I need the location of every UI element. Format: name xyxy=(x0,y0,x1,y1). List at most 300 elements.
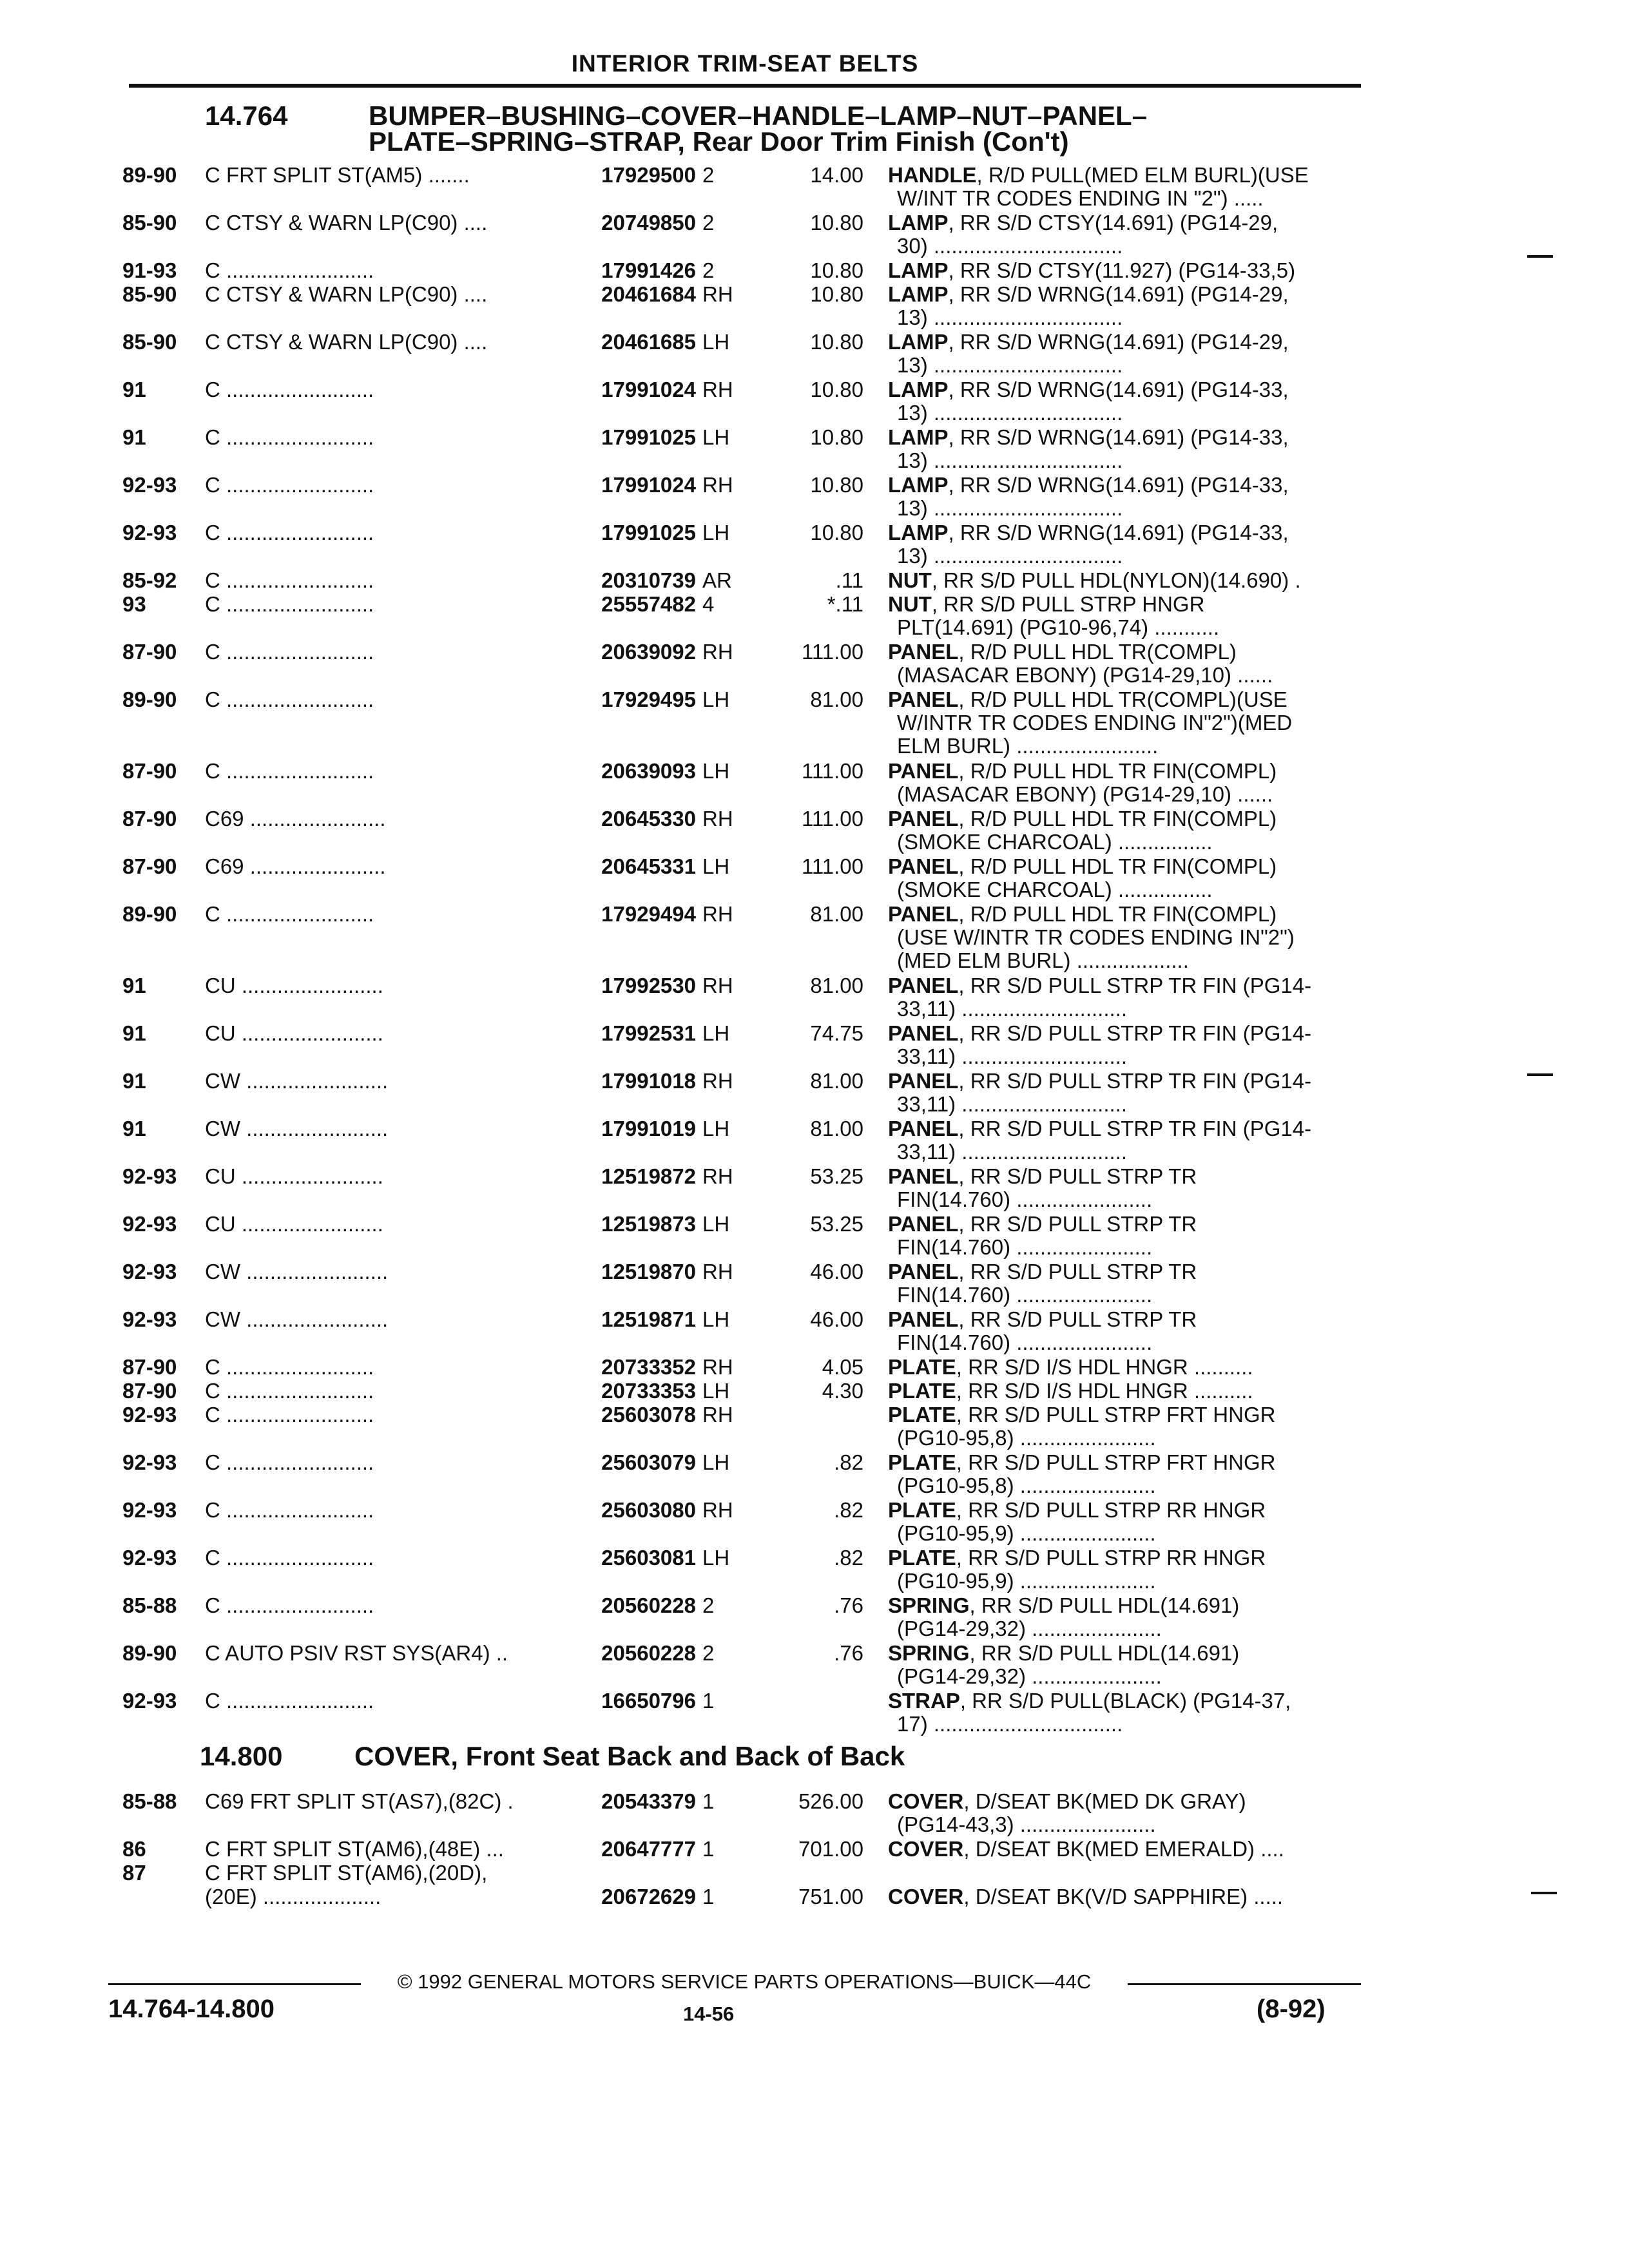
cell-model: C ......................... xyxy=(205,521,374,544)
cell-quantity: 1 xyxy=(702,1885,715,1908)
cell-description xyxy=(888,1022,1365,1068)
description-line xyxy=(888,1546,1365,1570)
cell-description xyxy=(888,760,1365,806)
cell-price: 53.25 xyxy=(810,1164,863,1188)
cell-part-number: 17929500 xyxy=(601,163,696,187)
cell-description xyxy=(888,1379,1365,1403)
description-keyword: SPRING xyxy=(888,1642,970,1665)
cell-part-number: 20672629 xyxy=(601,1885,696,1908)
description-text: , RR S/D PULL STRP TR xyxy=(958,1308,1197,1331)
cell-quantity: 2 xyxy=(702,1641,715,1665)
cell-description xyxy=(888,1213,1365,1259)
cell-model: C ......................... xyxy=(205,593,374,616)
description-text: (PG10-95,9) ....................... xyxy=(897,1570,1156,1593)
cell-price: 10.80 xyxy=(810,378,863,401)
cell-model: C ......................... xyxy=(205,1594,374,1617)
description-keyword: PANEL xyxy=(888,1260,959,1283)
description-line xyxy=(888,1331,1365,1354)
cell-description xyxy=(888,903,1365,972)
cell-model: C ......................... xyxy=(205,1499,374,1522)
description-keyword: PANEL xyxy=(888,1117,959,1140)
description-line xyxy=(888,1838,1365,1861)
description-text: (USE W/INTR TR CODES ENDING IN"2") xyxy=(897,926,1295,949)
description-text: PLT(14.691) (PG10-96,74) ........... xyxy=(897,616,1220,639)
cell-price: 526.00 xyxy=(798,1789,863,1813)
description-line xyxy=(888,1188,1365,1211)
cell-price: 53.25 xyxy=(810,1212,863,1236)
cell-price: 81.00 xyxy=(810,1069,863,1093)
description-text: , R/D PULL HDL TR FIN(COMPL) xyxy=(958,807,1277,831)
cell-model: C ......................... xyxy=(205,474,374,497)
description-line xyxy=(888,1689,1365,1713)
description-line xyxy=(888,1022,1365,1045)
description-line xyxy=(888,1499,1365,1522)
cell-year: 92-93 xyxy=(122,1450,177,1474)
cell-part-number: 17991019 xyxy=(601,1117,696,1140)
description-text: , R/D PULL HDL TR FIN(COMPL) xyxy=(958,903,1277,926)
description-line xyxy=(888,974,1365,997)
cell-part-number: 12519871 xyxy=(601,1307,696,1331)
description-line xyxy=(888,664,1365,687)
cell-price: 46.00 xyxy=(810,1260,863,1283)
cell-model: C ......................... xyxy=(205,688,374,711)
cell-year: 89-90 xyxy=(122,687,177,711)
description-text: , RR S/D WRNG(14.691) (PG14-33, xyxy=(948,378,1289,401)
cell-description xyxy=(888,1499,1365,1545)
cell-quantity: RH xyxy=(702,473,733,497)
description-text: , RR S/D CTSY(14.691) (PG14-29, xyxy=(948,211,1278,235)
cell-year: 87-90 xyxy=(122,640,177,664)
description-text: , RR S/D I/S HDL HNGR .......... xyxy=(956,1379,1253,1403)
description-keyword: PANEL xyxy=(888,807,959,831)
description-keyword: PANEL xyxy=(888,903,959,926)
cell-model: C CTSY & WARN LP(C90) .... xyxy=(205,331,488,354)
description-text: , RR S/D PULL(BLACK) (PG14-37, xyxy=(959,1689,1291,1713)
cell-part-number: 20560228 xyxy=(601,1593,696,1617)
description-line xyxy=(888,211,1365,235)
description-text: (PG14-43,3) ....................... xyxy=(897,1813,1156,1836)
description-keyword: PLATE xyxy=(888,1499,956,1522)
cell-model: C FRT SPLIT ST(AM6),(48E) ... xyxy=(205,1838,504,1861)
description-text: 33,11) ............................ xyxy=(897,1045,1128,1068)
description-line xyxy=(888,760,1365,783)
description-keyword: LAMP xyxy=(888,211,949,235)
cell-description xyxy=(888,211,1365,258)
description-line xyxy=(888,1403,1365,1427)
footer-rule-left xyxy=(108,1983,361,1985)
section-title-line1: BUMPER–BUSHING–COVER–HANDLE–LAMP–NUT–PANEL– xyxy=(369,101,1148,131)
description-line xyxy=(888,1665,1365,1688)
description-text: , RR S/D PULL STRP FRT HNGR xyxy=(956,1403,1276,1427)
cell-part-number: 25603079 xyxy=(601,1450,696,1474)
description-line xyxy=(888,259,1365,282)
cell-model: C ......................... xyxy=(205,1546,374,1570)
cell-part-number: 17991025 xyxy=(601,521,696,544)
description-text: W/INTR TR CODES ENDING IN"2")(MED xyxy=(897,711,1293,735)
description-text: , RR S/D PULL HDL(14.691) xyxy=(969,1594,1240,1617)
description-line xyxy=(888,783,1365,806)
description-line xyxy=(888,855,1365,878)
description-line xyxy=(888,1522,1365,1545)
cell-year: 85-92 xyxy=(122,568,177,592)
description-keyword: PANEL xyxy=(888,1308,959,1331)
description-text: , RR S/D WRNG(14.691) (PG14-29, xyxy=(948,283,1289,306)
description-line xyxy=(888,1045,1365,1068)
cell-description xyxy=(888,426,1365,472)
cell-part-number: 17991024 xyxy=(601,473,696,497)
description-line xyxy=(888,1356,1365,1379)
cell-part-number: 17991018 xyxy=(601,1069,696,1093)
description-keyword: NUT xyxy=(888,593,932,616)
description-text: FIN(14.760) ....................... xyxy=(897,1188,1153,1211)
cell-description xyxy=(888,688,1365,758)
description-line xyxy=(888,1474,1365,1497)
description-text: , RR S/D WRNG(14.691) (PG14-33, xyxy=(948,426,1289,449)
cell-price: 10.80 xyxy=(810,425,863,449)
description-line xyxy=(888,235,1365,258)
description-keyword: PLATE xyxy=(888,1403,956,1427)
description-text: , RR S/D PULL STRP TR xyxy=(958,1260,1197,1283)
description-text: , RR S/D PULL STRP TR FIN (PG14- xyxy=(958,974,1312,997)
cell-part-number: 25603080 xyxy=(601,1498,696,1522)
description-line xyxy=(888,926,1365,949)
description-text: , RR S/D PULL STRP TR FIN (PG14- xyxy=(958,1022,1312,1045)
cell-model: C69 FRT SPLIT ST(AS7),(82C) . xyxy=(205,1790,514,1813)
cell-year: 92-93 xyxy=(122,1546,177,1570)
cell-description xyxy=(888,1546,1365,1593)
description-keyword: PANEL xyxy=(888,760,959,783)
description-text: (PG14-29,32) ...................... xyxy=(897,1617,1162,1640)
description-text: 17) ................................ xyxy=(897,1713,1123,1736)
description-keyword: COVER xyxy=(888,1838,964,1861)
cell-model: C ......................... xyxy=(205,1403,374,1427)
description-keyword: SPRING xyxy=(888,1594,970,1617)
cell-part-number: 17929494 xyxy=(601,902,696,926)
description-text: , RR S/D WRNG(14.691) (PG14-33, xyxy=(948,521,1289,544)
description-text: , RR S/D PULL STRP TR xyxy=(958,1213,1197,1236)
cell-part-number: 12519870 xyxy=(601,1260,696,1283)
cell-year: 91 xyxy=(122,974,146,997)
cell-year: 92-93 xyxy=(122,1689,177,1713)
cell-part-number: 20461684 xyxy=(601,282,696,306)
cell-model: C69 ....................... xyxy=(205,807,386,831)
section-title xyxy=(354,1741,905,1771)
cell-part-number: 25557482 xyxy=(601,592,696,616)
description-line xyxy=(888,593,1365,616)
margin-mark xyxy=(1531,1892,1557,1894)
cell-description xyxy=(888,378,1365,425)
description-text: 13) ................................ xyxy=(897,306,1123,329)
description-keyword: LAMP xyxy=(888,259,949,282)
description-keyword: LAMP xyxy=(888,378,949,401)
cell-description xyxy=(888,1885,1365,1908)
cell-price: 10.80 xyxy=(810,330,863,354)
cell-quantity: RH xyxy=(702,1355,733,1379)
cell-price: .82 xyxy=(834,1498,863,1522)
description-text: (SMOKE CHARCOAL) ................ xyxy=(897,831,1213,854)
cell-year: 87-90 xyxy=(122,1379,177,1403)
cell-part-number: 20733352 xyxy=(601,1355,696,1379)
description-keyword: PANEL xyxy=(888,974,959,997)
cell-model: CU ........................ xyxy=(205,1022,383,1045)
section-title xyxy=(369,103,1147,155)
description-text: , R/D PULL HDL TR(COMPL)(USE xyxy=(958,688,1287,711)
page-header: INTERIOR TRIM-SEAT BELTS xyxy=(571,50,919,77)
description-line xyxy=(888,497,1365,520)
cell-price: 10.80 xyxy=(810,258,863,282)
cell-model: C FRT SPLIT ST(AM6),(20D), xyxy=(205,1861,488,1885)
cell-model: C69 ....................... xyxy=(205,855,386,878)
cell-model: CU ........................ xyxy=(205,1165,383,1188)
description-text: , D/SEAT BK(V/D SAPPHIRE) ..... xyxy=(963,1885,1284,1908)
cell-description xyxy=(888,855,1365,901)
cell-description xyxy=(888,1117,1365,1164)
description-keyword: PANEL xyxy=(888,855,959,878)
description-text: , RR S/D PULL STRP RR HNGR xyxy=(956,1499,1266,1522)
description-line xyxy=(888,283,1365,306)
cell-quantity: RH xyxy=(702,1164,733,1188)
description-line xyxy=(888,711,1365,735)
description-text: ELM BURL) ........................ xyxy=(897,735,1159,758)
description-keyword: COVER xyxy=(888,1790,964,1813)
cell-year: 87-90 xyxy=(122,807,177,831)
description-text: , RR S/D PULL STRP TR xyxy=(958,1165,1197,1188)
cell-part-number: 17991426 xyxy=(601,258,696,282)
cell-model: (20E) .................... xyxy=(205,1885,381,1908)
cell-part-number: 20749850 xyxy=(601,211,696,235)
description-line xyxy=(888,903,1365,926)
cell-description xyxy=(888,1451,1365,1497)
description-line xyxy=(888,378,1365,401)
cell-price: 751.00 xyxy=(798,1885,863,1908)
description-keyword: PANEL xyxy=(888,640,959,664)
description-text: , RR S/D PULL STRP RR HNGR xyxy=(956,1546,1266,1570)
description-text: (PG14-29,32) ...................... xyxy=(897,1665,1162,1688)
footer-date: (8-92) xyxy=(1257,1995,1325,2023)
description-line xyxy=(888,1790,1365,1813)
cell-model: C ......................... xyxy=(205,1379,374,1403)
cell-quantity: 2 xyxy=(702,258,715,282)
cell-year: 87-90 xyxy=(122,759,177,783)
cell-description xyxy=(888,521,1365,568)
description-line xyxy=(888,997,1365,1021)
cell-description xyxy=(888,283,1365,329)
description-text: , RR S/D PULL STRP HNGR xyxy=(931,593,1205,616)
cell-description xyxy=(888,1308,1365,1354)
description-text: 13) ................................ xyxy=(897,449,1123,472)
cell-model: C ......................... xyxy=(205,569,374,592)
description-line xyxy=(888,449,1365,472)
description-keyword: COVER xyxy=(888,1885,964,1908)
cell-quantity: LH xyxy=(702,687,730,711)
cell-quantity: 4 xyxy=(702,592,715,616)
cell-part-number: 12519873 xyxy=(601,1212,696,1236)
cell-model: C FRT SPLIT ST(AM5) ....... xyxy=(205,164,470,187)
cell-price: 74.75 xyxy=(810,1021,863,1045)
description-keyword: NUT xyxy=(888,569,932,592)
description-text: 13) ................................ xyxy=(897,497,1123,520)
description-text: , RR S/D PULL STRP TR FIN (PG14- xyxy=(958,1117,1312,1140)
description-line xyxy=(888,1070,1365,1093)
cell-year: 87-90 xyxy=(122,1355,177,1379)
cell-year: 92-93 xyxy=(122,1212,177,1236)
description-text: , RR S/D WRNG(14.691) (PG14-29, xyxy=(948,331,1289,354)
cell-model: C ......................... xyxy=(205,760,374,783)
cell-description xyxy=(888,1403,1365,1450)
cell-quantity: LH xyxy=(702,1546,730,1570)
description-text: 13) ................................ xyxy=(897,401,1123,425)
cell-part-number: 20639092 xyxy=(601,640,696,664)
cell-year: 89-90 xyxy=(122,163,177,187)
description-text: (MASACAR EBONY) (PG14-29,10) ...... xyxy=(897,664,1273,687)
footer-copyright: © 1992 GENERAL MOTORS SERVICE PARTS OPERATIONS—BUICK—44C xyxy=(397,1970,1092,1993)
description-line xyxy=(888,306,1365,329)
cell-price: 10.80 xyxy=(810,521,863,544)
cell-quantity: RH xyxy=(702,902,733,926)
description-keyword: HANDLE xyxy=(888,164,977,187)
cell-year: 91 xyxy=(122,1069,146,1093)
description-line xyxy=(888,949,1365,972)
cell-quantity: RH xyxy=(702,282,733,306)
cell-model: C ......................... xyxy=(205,259,374,282)
cell-quantity: RH xyxy=(702,1498,733,1522)
margin-mark xyxy=(1527,1073,1553,1076)
cell-model: C ......................... xyxy=(205,1689,374,1713)
cell-price: 701.00 xyxy=(798,1837,863,1861)
cell-quantity: LH xyxy=(702,1450,730,1474)
description-text: 33,11) ............................ xyxy=(897,1140,1128,1164)
cell-year: 85-88 xyxy=(122,1789,177,1813)
cell-model: C CTSY & WARN LP(C90) .... xyxy=(205,211,488,235)
cell-price: .82 xyxy=(834,1450,863,1474)
description-keyword: PANEL xyxy=(888,1022,959,1045)
description-text: , RR S/D PULL HDL(NYLON)(14.690) . xyxy=(931,569,1301,592)
cell-year: 89-90 xyxy=(122,902,177,926)
description-keyword: PLATE xyxy=(888,1451,956,1474)
description-line xyxy=(888,1165,1365,1188)
cell-model: C ......................... xyxy=(205,426,374,449)
description-line xyxy=(888,1260,1365,1283)
cell-description xyxy=(888,259,1365,282)
description-keyword: PANEL xyxy=(888,1213,959,1236)
cell-year: 92-93 xyxy=(122,1307,177,1331)
cell-part-number: 20645331 xyxy=(601,854,696,878)
cell-part-number: 20560228 xyxy=(601,1641,696,1665)
description-text: , RR S/D CTSY(11.927) (PG14-33,5) xyxy=(948,259,1296,282)
cell-price: 4.05 xyxy=(822,1355,863,1379)
description-text: (PG10-95,8) ....................... xyxy=(897,1427,1156,1450)
description-line xyxy=(888,1642,1365,1665)
cell-price: 111.00 xyxy=(801,640,863,664)
cell-part-number: 20310739 xyxy=(601,568,696,592)
description-line xyxy=(888,735,1365,758)
cell-price: 10.80 xyxy=(810,473,863,497)
cell-model: C ......................... xyxy=(205,903,374,926)
cell-part-number: 17929495 xyxy=(601,687,696,711)
cell-year: 92-93 xyxy=(122,473,177,497)
cell-part-number: 25603078 xyxy=(601,1403,696,1427)
cell-description xyxy=(888,474,1365,520)
cell-part-number: 20543379 xyxy=(601,1789,696,1813)
footer-page-number: 14-56 xyxy=(683,2003,735,2025)
description-line xyxy=(888,1093,1365,1116)
cell-description xyxy=(888,1594,1365,1640)
cell-description xyxy=(888,1356,1365,1379)
description-text: W/INT TR CODES ENDING IN "2") ..... xyxy=(897,187,1264,210)
description-keyword: LAMP xyxy=(888,331,949,354)
description-line xyxy=(888,569,1365,592)
cell-part-number: 20639093 xyxy=(601,759,696,783)
cell-price: 81.00 xyxy=(810,974,863,997)
description-line xyxy=(888,1117,1365,1140)
footer-rule-right xyxy=(1128,1983,1361,1985)
description-text: (SMOKE CHARCOAL) ................ xyxy=(897,878,1213,901)
cell-quantity: 1 xyxy=(702,1837,715,1861)
section-title-line2: PLATE–SPRING–STRAP, Rear Door Trim Finish (Con't) xyxy=(369,126,1069,157)
description-text: 13) ................................ xyxy=(897,544,1123,568)
cell-part-number: 20733353 xyxy=(601,1379,696,1403)
description-text: FIN(14.760) ....................... xyxy=(897,1236,1153,1259)
cell-model: CW ........................ xyxy=(205,1260,389,1283)
description-line xyxy=(888,1617,1365,1640)
cell-price: .76 xyxy=(834,1641,863,1665)
description-line xyxy=(888,688,1365,711)
description-line xyxy=(888,474,1365,497)
cell-year: 93 xyxy=(122,592,146,616)
cell-description xyxy=(888,807,1365,854)
description-line xyxy=(888,878,1365,901)
description-keyword: PLATE xyxy=(888,1546,956,1570)
description-line xyxy=(888,1379,1365,1403)
cell-price: 10.80 xyxy=(810,282,863,306)
cell-year: 91 xyxy=(122,378,146,401)
cell-description xyxy=(888,1070,1365,1116)
description-text: , R/D PULL HDL TR FIN(COMPL) xyxy=(958,760,1277,783)
description-line xyxy=(888,640,1365,664)
description-text: (MASACAR EBONY) (PG14-29,10) ...... xyxy=(897,783,1273,806)
description-text: FIN(14.760) ....................... xyxy=(897,1331,1153,1354)
description-keyword: PANEL xyxy=(888,688,959,711)
description-text: 33,11) ............................ xyxy=(897,1093,1128,1116)
cell-price: .82 xyxy=(834,1546,863,1570)
cell-description xyxy=(888,331,1365,377)
cell-quantity: LH xyxy=(702,1307,730,1331)
cell-price: 81.00 xyxy=(810,687,863,711)
cell-model: C AUTO PSIV RST SYS(AR4) .. xyxy=(205,1642,508,1665)
cell-year: 89-90 xyxy=(122,1641,177,1665)
cell-model: CW ........................ xyxy=(205,1117,389,1140)
description-line xyxy=(888,1885,1365,1908)
cell-price: 81.00 xyxy=(810,1117,863,1140)
cell-price: 10.80 xyxy=(810,211,863,235)
description-line xyxy=(888,831,1365,854)
cell-description xyxy=(888,569,1365,592)
cell-year: 86 xyxy=(122,1837,146,1861)
description-text: , RR S/D I/S HDL HNGR .......... xyxy=(956,1356,1253,1379)
description-line xyxy=(888,544,1365,568)
cell-price: .11 xyxy=(835,568,863,592)
cell-part-number: 20645330 xyxy=(601,807,696,831)
cell-year: 87 xyxy=(122,1861,146,1885)
cell-quantity: RH xyxy=(702,974,733,997)
description-line xyxy=(888,164,1365,187)
cell-description xyxy=(888,1689,1365,1736)
cell-model: C CTSY & WARN LP(C90) .... xyxy=(205,283,488,306)
description-keyword: LAMP xyxy=(888,474,949,497)
cell-quantity: LH xyxy=(702,521,730,544)
cell-quantity: 2 xyxy=(702,1593,715,1617)
description-keyword: LAMP xyxy=(888,426,949,449)
